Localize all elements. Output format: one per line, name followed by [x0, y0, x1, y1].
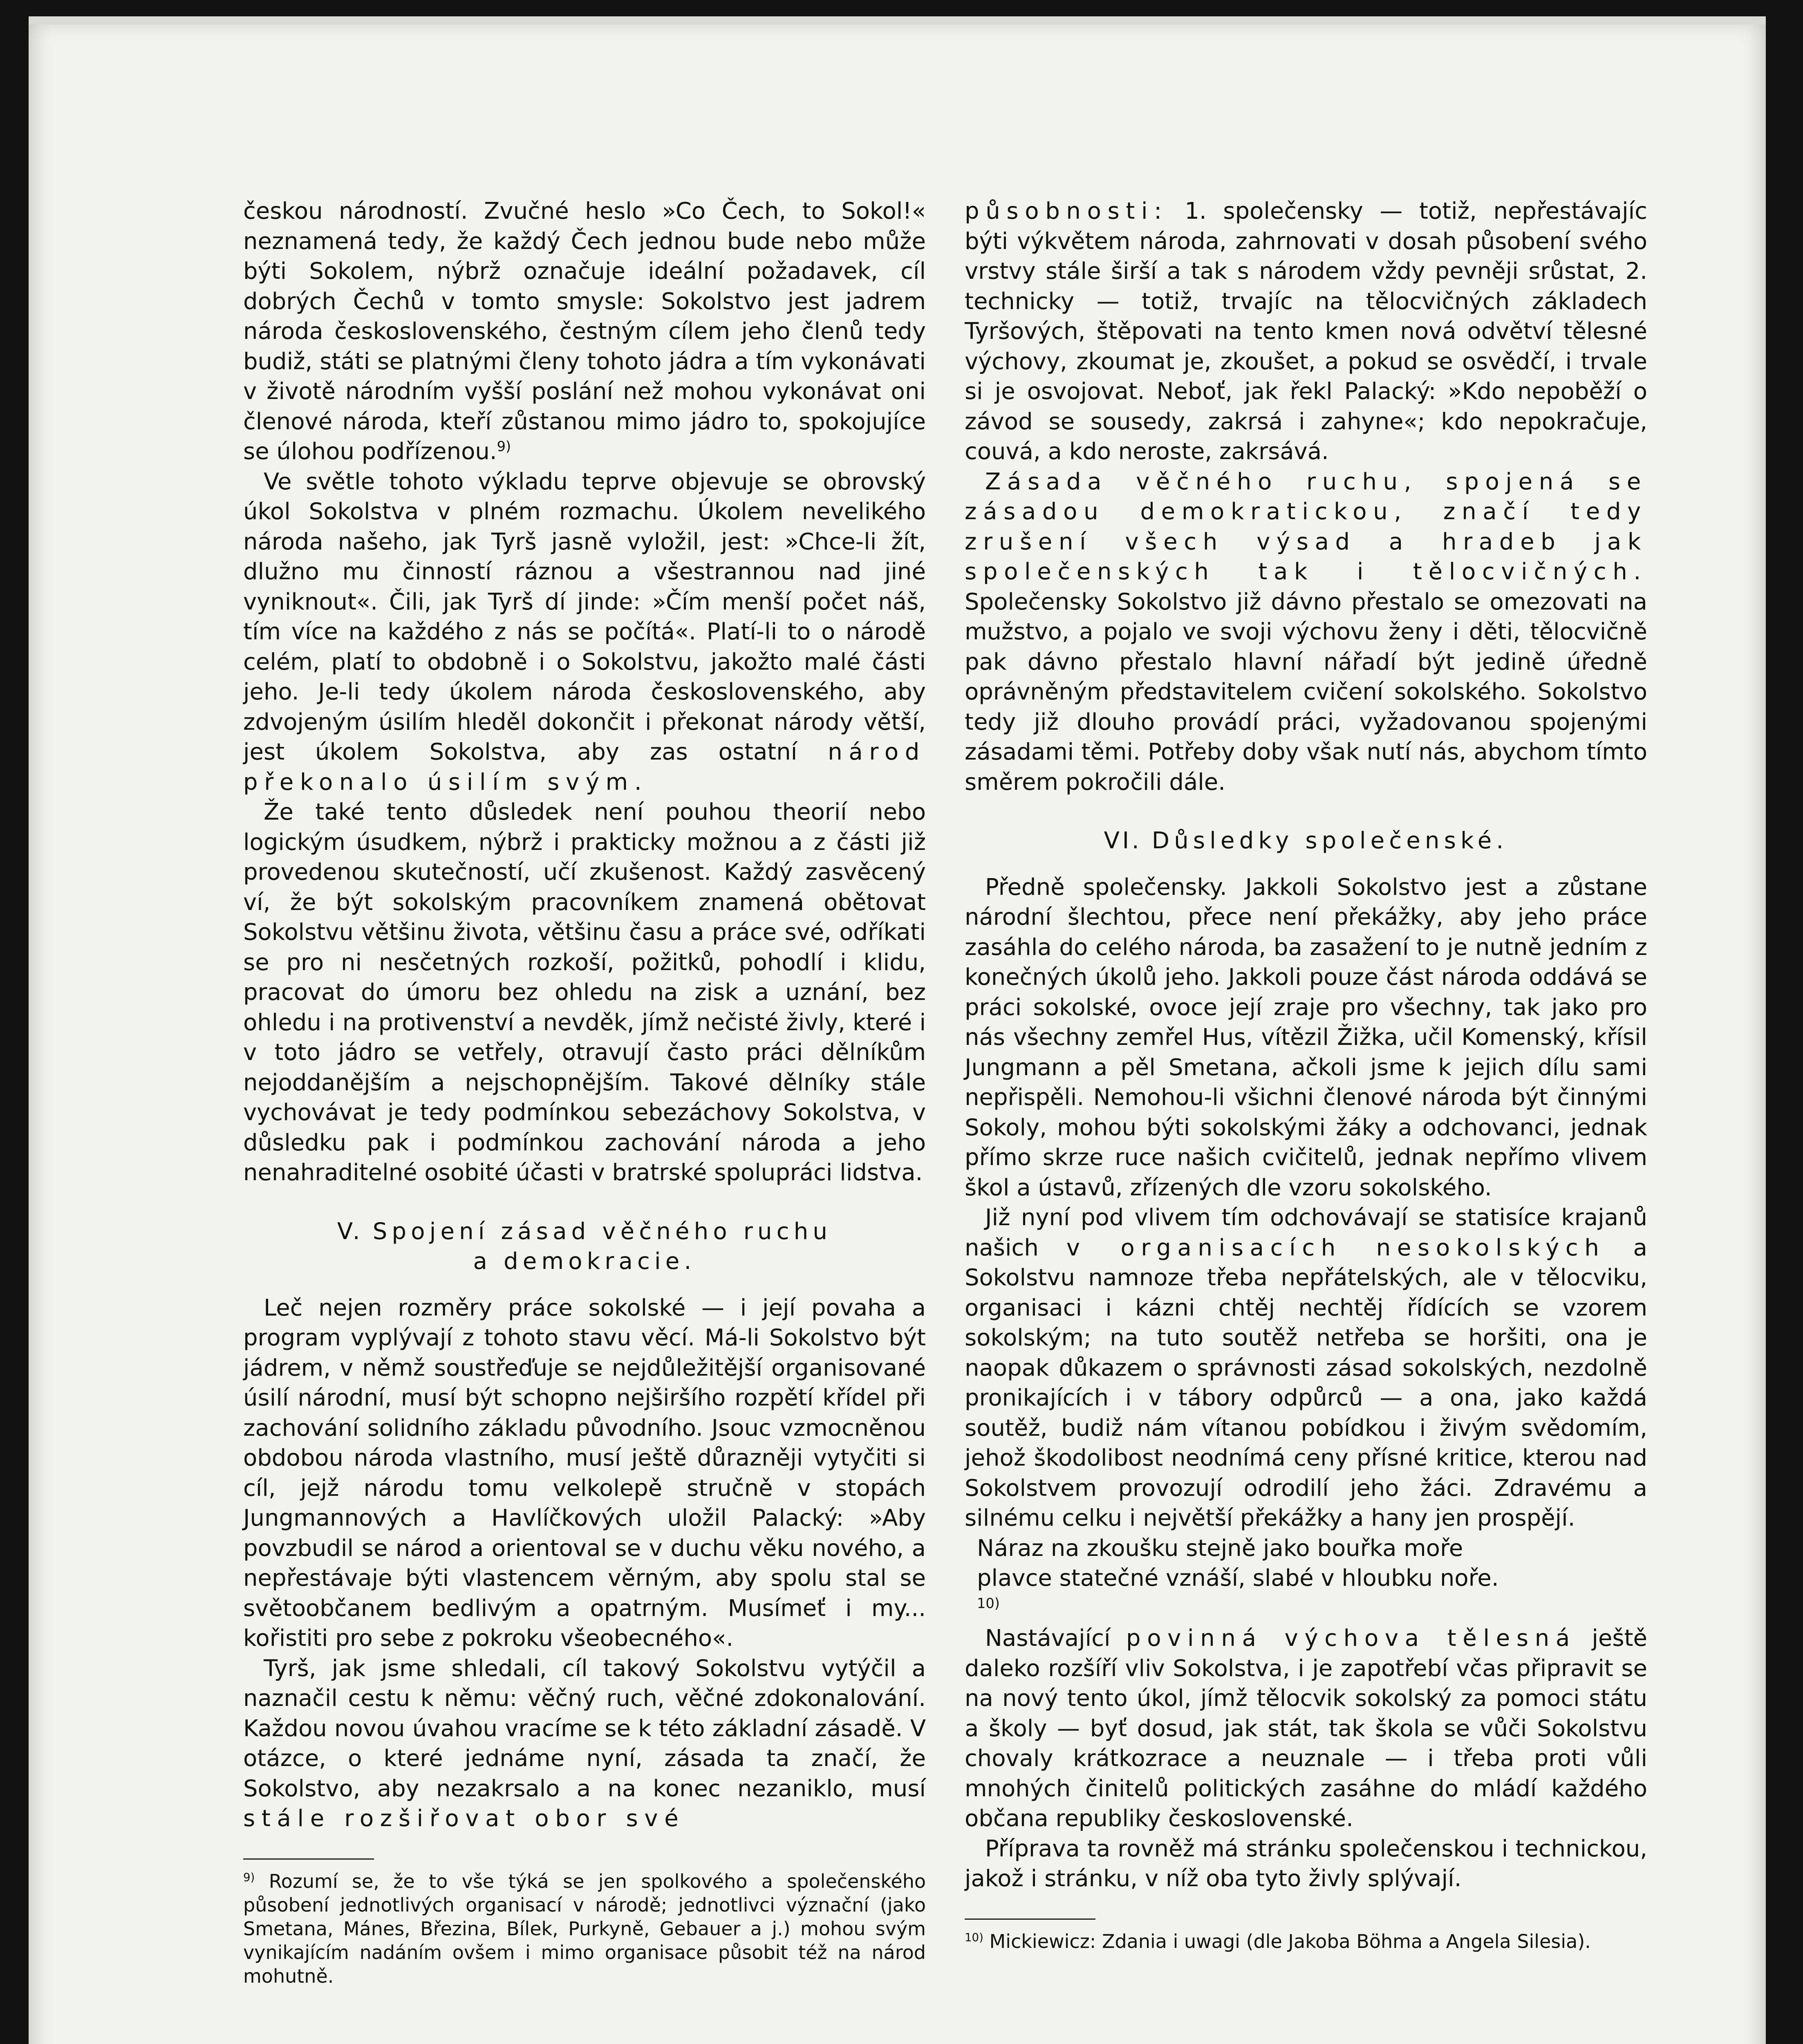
footnote-9: $^{9)}$ Rozumí se, že to vše týká se jen spolkového a společenského působení jednotlivých organisací v národě; jednotlivci význační (jako Smetana, Mánes, Březina, Bílek, Purkyně, Gebauer a j.) mohou svým vynikajícím nadáním ovšem i mimo organisace působit též na národ mohutně.	[243, 1870, 926, 1987]
footnote-10: $^{10)}$ Mickiewicz: Zdania i uwagi (dle Jakoba Böhma a Angela Silesia).	[965, 1930, 1591, 1952]
paragraph: Leč nejen rozměry práce sokolské — i její povaha a program vyplývají z tohoto stavu věcí. Má-li Sokolstvo být jádrem, v němž soustřeďuje se nejdůležitější organisované úsilí národní, musí být schopno nejširšího rozpětí křídel při zachování solidního základu původního. Jsouc vzmocněnou obdobou národa vlastního, musí ještě důrazněji vytyčiti si cíl, jejž národu tomu velkolepě stručně v stopách Jungmannových a Havlíčkových uložil Palacký: »Aby povzbudil se národ a orientoval se v duchu věku nového, a nepřestávaje býti vlastencem věrným, aby spolu stal se světoobčanem bedlivým a opatrným. Musímeť i my... kořistiti pro sebe z pokroku všeobecného«.	[243, 1294, 926, 1652]
paragraph: Příprava ta rovněž má stránku společenskou i technickou, jakož i stránku, v níž oba tyto živly splývají.	[965, 1835, 1647, 1892]
footnote-divider	[965, 1918, 1095, 1920]
right-column	[965, 196, 1647, 1953]
paragraph: Předně společensky. Jakkoli Sokolstvo jest a zůstane národní šlechtou, přece není překážky, aby jeho práce zasáhla do celého národa, ba zasažení to je nutně jedním z konečných úkolů jeho. Jakkoli pouze část národa oddává se práci sokolské, ovoce její zraje pro všechny, tak jako pro nás všechny zemřel Hus, vítězil Žižka, učil Komenský, křísil Jungmann a pěl Smetana, ačkoli jsme k jejich dílu sami nepřispěli. Nemohou-li všichni členové národa být činnými Sokoly, mohou býti sokolskými žáky a odchovanci, jednak přímo skrze ruce našich cvičitelů, jednak nepřímo vlivem škol a ústavů, zřízených dle vzoru sokolského.	[965, 874, 1647, 1201]
page-edge	[29, 16, 1766, 25]
section-heading-v: V. Spojení zásad věčného ruchu a demokracie.	[337, 1218, 832, 1275]
paragraph: působnosti: 1. společensky — totiž, nepřestávajíc býti výkvětem národa, zahrnovati v dosah působení svého vrstvy stále širší a tak s národem vždy pevněji srůstat, 2. technicky — totiž, trvajíc na tělocvičných základech Tyršových, štěpovati na tento kmen nová odvětví tělesné výchovy, zkoumat je, zkoušet, a pokud se osvědčí, i trvale si je osvojovat. Neboť, jak řekl Palacký: »Kdo nepoběží o závod se sousedy, zakrsá i zahyne«; kdo nepokračuje, couvá, a kdo neroste, zakrsává.	[965, 198, 1647, 465]
paragraph: Tyrš, jak jsme shledali, cíl takový Sokolstvu vytýčil a naznačil cestu k němu: věčný ruch, věčné zdokonalování. Každou novou úvahou vracíme se k této základní zásadě. V otázce, o které jednáme nyní, zásada ta značí, že Sokolstvo, aby nezakrsalo a na konec nezaniklo, musí stále rozšiřovat obor své	[243, 1655, 926, 1832]
paragraph: Že také tento důsledek není pouhou theorií nebo logickým úsudkem, nýbrž i prakticky možnou a z části již provedenou skutečností, učí zkušenost. Každý zasvěcený ví, že být sokolským pracovníkem znamená obětovat Sokolstvu většinu života, většinu času a práce své, odříkati se pro ni nesčetných rozkoší, požitků, pohodlí i klidu, pracovat do úmoru bez ohledu na zisk a uznání, bez ohledu i na protivenství a nevděk, jímž nečisté živly, které i v toto jádro se vetřely, otravují často práci dělníkům nejoddanějším a nejschopnějším. Takové dělníky stále vychovávat je tedy podmínkou sebezáchovy Sokolstva, v důsledku pak i podmínkou zachování národa a jeho nenahraditelné osobité účasti v bratrské spolupráci lidstva.	[243, 799, 926, 1186]
left-column	[243, 196, 926, 1988]
footnote-divider	[243, 1858, 374, 1860]
paragraph: českou národností. Zvučné heslo »Co Čech, to Sokol!« neznamená tedy, že každý Čech jednou bude nebo může býti Sokolem, nýbrž označuje ideální požadavek, cíl dobrých Čechů v tomto smysle: Sokolstvo jest jadrem národa československého, čestným cílem jeho členů tedy budiž, státi se platnými členy tohoto jádra a tím vykonávati v životě národním vyšší poslání než mohou vykonávat oni členové národa, kteří zůstanou mimo jádro to, spokojujíce se úlohou podřízenou.$^{9)}$	[243, 198, 926, 465]
paragraph: Nastávající povinná výchova tělesná ještě daleko rozšíří vliv Sokolstva, i je zapotřebí včas připravit se na nový tento úkol, jímž tělocvik sokolský za pomoci státu a školy — byť dosud, jak stát, tak škola se vůči Sokolstvu chovaly krátkozrace a neuznale — i třeba proti vůli mnohých činitelů politických zasáhne do mládí každého občana republiky československé.	[965, 1625, 1647, 1832]
page	[29, 16, 1766, 2044]
verse-quote: Náraz na zkoušku stejně jako bouřka moře plavce statečné vznáší, slabé v hloubku noře. $^{10)}$	[977, 1535, 1499, 1611]
paragraph: Zásada věčného ruchu, spojená se zásadou demokratickou, značí tedy zrušení všech výsad a hradeb jak společenských tak i tělocvičných. Společensky Sokolstvo již dávno přestalo se omezovati na mužstvo, a pojalo ve svoji výchovu ženy i děti, tělocvičně pak dávno přestalo hlavní nářadí být jedině úředně oprávněným představitelem cvičení sokolského. Sokolstvo tedy již dlouho provádí práci, vyžadovanou spojenými zásadami těmi. Potřeby doby však nutí nás, abychom tímto směrem pokročili dále.	[965, 468, 1647, 796]
section-heading-vi: VI. Důsledky společenské.	[1104, 827, 1508, 854]
paragraph: Již nyní pod vlivem tím odchovávají se statisíce krajanů našich v organisacích nesokolských a Sokolstvu namnoze třeba nepřátelských, ale v tělocviku, organisaci i kázni chtěj nechtěj řídících se vzorem sokolským; na tuto soutěž netřeba se horšiti, ona je naopak důkazem o správnosti zásad sokolských, nezdolně pronikajících i v tábory odpůrců — a ona, jako každá soutěž, budiž nám vítanou pobídkou i živým svědomím, jehož škodolibost neodnímá ceny přísné kritice, kterou nad Sokolstvem provozují odrodilí jeho žáci. Zdravému a silnému celku i největší překážky a hany jen prospějí.	[965, 1204, 1647, 1531]
paragraph: Ve světle tohoto výkladu teprve objevuje se obrovský úkol Sokolstva v plném rozmachu. Úkolem nevelikého národa našeho, jak Tyrš jasně vyložil, jest: »Chce-li žít, dlužno mu činností ráznou a všestrannou nad jiné vyniknout«. Čili, jak Tyrš dí jinde: »Čím menší počet náš, tím více na každého z nás se počítá«. Platí-li to o národě celém, platí to obdobně i o Sokolstvu, jakožto malé části jeho. Je-li tedy úkolem národa československého, aby zdvojeným úsilím hleděl dokončit i překonat národy větší, jest úkolem Sokolstva, aby zas ostatní národ překonalo úsilím svým.	[243, 468, 926, 796]
